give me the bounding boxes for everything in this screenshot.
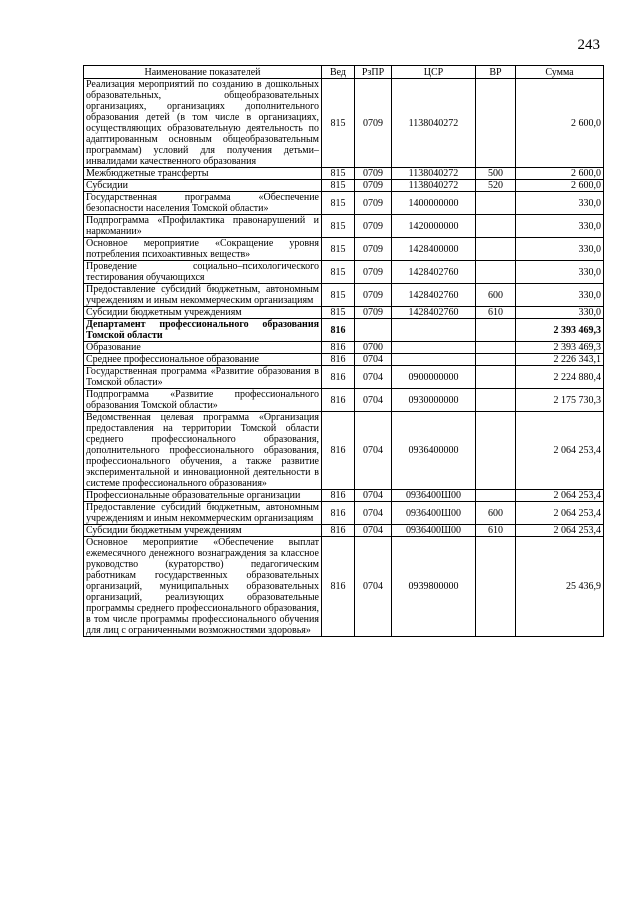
cell-sum: 330,0	[516, 307, 604, 319]
table-row	[84, 319, 604, 342]
cell-csr	[392, 342, 476, 354]
cell-sum: 330,0	[516, 192, 604, 215]
cell-sum: 2 600,0	[516, 79, 604, 168]
cell-sum: 2 393 469,3	[516, 342, 604, 354]
header-vr: ВР	[476, 66, 516, 79]
cell-ved: 816	[322, 525, 355, 537]
cell-sum: 2 064 253,4	[516, 490, 604, 502]
cell-csr: 1428400000	[392, 238, 476, 261]
cell-rzpr: 0709	[355, 215, 392, 238]
cell-ved: 815	[322, 307, 355, 319]
cell-ved: 816	[322, 490, 355, 502]
cell-rzpr: 0704	[355, 389, 392, 412]
cell-name: Образование	[84, 342, 322, 354]
cell-rzpr: 0704	[355, 354, 392, 366]
cell-name: Департамент профессионального образования Томской области	[84, 319, 322, 342]
cell-sum: 2 064 253,4	[516, 412, 604, 490]
cell-vr: 600	[476, 284, 516, 307]
cell-vr	[476, 342, 516, 354]
cell-vr	[476, 412, 516, 490]
cell-sum: 2 600,0	[516, 180, 604, 192]
cell-csr	[392, 354, 476, 366]
cell-sum: 25 436,9	[516, 537, 604, 637]
cell-csr: 0939800000	[392, 537, 476, 637]
table-row	[84, 238, 604, 261]
table-row	[84, 79, 604, 168]
table-row	[84, 180, 604, 192]
cell-ved: 816	[322, 502, 355, 525]
cell-ved: 816	[322, 342, 355, 354]
cell-csr: 0936400Ш00	[392, 525, 476, 537]
cell-ved: 815	[322, 261, 355, 284]
cell-rzpr: 0709	[355, 192, 392, 215]
cell-sum: 2 175 730,3	[516, 389, 604, 412]
cell-csr: 1138040272	[392, 168, 476, 180]
cell-ved: 815	[322, 215, 355, 238]
table-row	[84, 192, 604, 215]
cell-name: Межбюджетные трансферты	[84, 168, 322, 180]
cell-rzpr: 0704	[355, 412, 392, 490]
cell-vr	[476, 389, 516, 412]
header-rzpr: РзПР	[355, 66, 392, 79]
table-row	[84, 354, 604, 366]
cell-vr	[476, 215, 516, 238]
cell-rzpr: 0709	[355, 168, 392, 180]
cell-vr: 600	[476, 502, 516, 525]
cell-name: Проведение социально–психологического тестирования обучающихся	[84, 261, 322, 284]
table-row	[84, 502, 604, 525]
header-name: Наименование показателей	[84, 66, 322, 79]
cell-csr: 1400000000	[392, 192, 476, 215]
cell-vr: 610	[476, 307, 516, 319]
cell-vr	[476, 261, 516, 284]
cell-rzpr: 0709	[355, 261, 392, 284]
cell-csr: 1428402760	[392, 284, 476, 307]
header-sum: Сумма	[516, 66, 604, 79]
table-row	[84, 490, 604, 502]
cell-csr: 0930000000	[392, 389, 476, 412]
cell-name: Предоставление субсидий бюджетным, автономным учреждениям и иным некоммерческим организациям	[84, 502, 322, 525]
cell-vr	[476, 354, 516, 366]
cell-vr	[476, 537, 516, 637]
cell-ved: 815	[322, 238, 355, 261]
cell-rzpr: 0704	[355, 537, 392, 637]
cell-csr	[392, 319, 476, 342]
cell-name: Государственная программа «Развитие образования в Томской области»	[84, 366, 322, 389]
table-row	[84, 525, 604, 537]
table-row	[84, 168, 604, 180]
cell-sum: 2 226 343,1	[516, 354, 604, 366]
cell-vr	[476, 490, 516, 502]
cell-vr	[476, 238, 516, 261]
cell-ved: 815	[322, 192, 355, 215]
table-row	[84, 412, 604, 490]
cell-csr: 0900000000	[392, 366, 476, 389]
table-row	[84, 215, 604, 238]
cell-sum: 330,0	[516, 284, 604, 307]
cell-sum: 330,0	[516, 261, 604, 284]
cell-csr: 1428402760	[392, 261, 476, 284]
cell-name: Предоставление субсидий бюджетным, автономным учреждениям и иным некоммерческим организациям	[84, 284, 322, 307]
cell-name: Субсидии бюджетным учреждениям	[84, 525, 322, 537]
cell-name: Реализация мероприятий по созданию в дошкольных образовательных, общеобразовательных организациях, организациях дополнительного образования детей (в том числе в организациях, осуществляющих образовательную деятельность по адаптированным основным общеобразовательным программам) условий для получения детьми–инвалидами качественного образования	[84, 79, 322, 168]
table-body	[84, 79, 604, 637]
cell-name: Основное мероприятие «Сокращение уровня потребления психоактивных веществ»	[84, 238, 322, 261]
cell-vr	[476, 79, 516, 168]
table-row	[84, 284, 604, 307]
cell-sum: 2 393 469,3	[516, 319, 604, 342]
cell-rzpr: 0709	[355, 284, 392, 307]
cell-sum: 2 064 253,4	[516, 502, 604, 525]
table-row	[84, 342, 604, 354]
cell-name: Среднее профессиональное образование	[84, 354, 322, 366]
cell-vr	[476, 319, 516, 342]
cell-csr: 1138040272	[392, 79, 476, 168]
cell-name: Субсидии бюджетным учреждениям	[84, 307, 322, 319]
table-row	[84, 366, 604, 389]
cell-csr: 0936400Ш00	[392, 490, 476, 502]
cell-rzpr: 0704	[355, 366, 392, 389]
cell-ved: 816	[322, 389, 355, 412]
cell-ved: 816	[322, 319, 355, 342]
cell-ved: 815	[322, 168, 355, 180]
cell-name: Ведомственная целевая программа «Организация предоставления на территории Томской области среднего профессионального образования, дополнительного профессионального образования, профессионального обучения, а также развитие экспериментальной и инновационной деятельности в системе профессионального образования»	[84, 412, 322, 490]
cell-ved: 816	[322, 354, 355, 366]
table-row	[84, 261, 604, 284]
table-header-row	[84, 66, 604, 79]
cell-vr: 520	[476, 180, 516, 192]
cell-vr	[476, 192, 516, 215]
cell-sum: 2 600,0	[516, 168, 604, 180]
header-ved: Вед	[322, 66, 355, 79]
cell-name: Субсидии	[84, 180, 322, 192]
cell-name: Профессиональные образовательные организации	[84, 490, 322, 502]
table-row	[84, 537, 604, 637]
cell-rzpr: 0704	[355, 502, 392, 525]
cell-rzpr: 0700	[355, 342, 392, 354]
cell-name: Государственная программа «Обеспечение безопасности населения Томской области»	[84, 192, 322, 215]
cell-ved: 815	[322, 79, 355, 168]
cell-name: Подпрограмма «Профилактика правонарушений и наркомании»	[84, 215, 322, 238]
cell-csr: 1420000000	[392, 215, 476, 238]
cell-csr: 0936400000	[392, 412, 476, 490]
cell-csr: 1428402760	[392, 307, 476, 319]
cell-rzpr: 0709	[355, 180, 392, 192]
cell-vr	[476, 366, 516, 389]
cell-rzpr: 0709	[355, 79, 392, 168]
cell-ved: 816	[322, 537, 355, 637]
cell-csr: 1138040272	[392, 180, 476, 192]
table-row	[84, 389, 604, 412]
cell-ved: 816	[322, 366, 355, 389]
header-csr: ЦСР	[392, 66, 476, 79]
cell-vr: 610	[476, 525, 516, 537]
cell-name: Основное мероприятие «Обеспечение выплат ежемесячного денежного вознаграждения за классное руководство (кураторство) педагогическим работникам государственных образовательных организаций, муниципальных образовательных организаций, реализующих образовательные программы среднего профессионального образования, в том числе программы профессионального обучения для лиц с ограниченными возможностями здоровья»	[84, 537, 322, 637]
cell-rzpr: 0709	[355, 238, 392, 261]
cell-sum: 2 064 253,4	[516, 525, 604, 537]
cell-sum: 2 224 880,4	[516, 366, 604, 389]
cell-ved: 815	[322, 284, 355, 307]
table-row	[84, 307, 604, 319]
cell-vr: 500	[476, 168, 516, 180]
cell-sum: 330,0	[516, 215, 604, 238]
cell-csr: 0936400Ш00	[392, 502, 476, 525]
cell-rzpr: 0709	[355, 307, 392, 319]
cell-sum: 330,0	[516, 238, 604, 261]
cell-rzpr: 0704	[355, 525, 392, 537]
cell-name: Подпрограмма «Развитие профессионального образования Томской области»	[84, 389, 322, 412]
cell-rzpr	[355, 319, 392, 342]
cell-ved: 815	[322, 180, 355, 192]
page-number: 243	[577, 37, 600, 53]
cell-ved: 816	[322, 412, 355, 490]
cell-rzpr: 0704	[355, 490, 392, 502]
budget-table	[83, 65, 604, 637]
